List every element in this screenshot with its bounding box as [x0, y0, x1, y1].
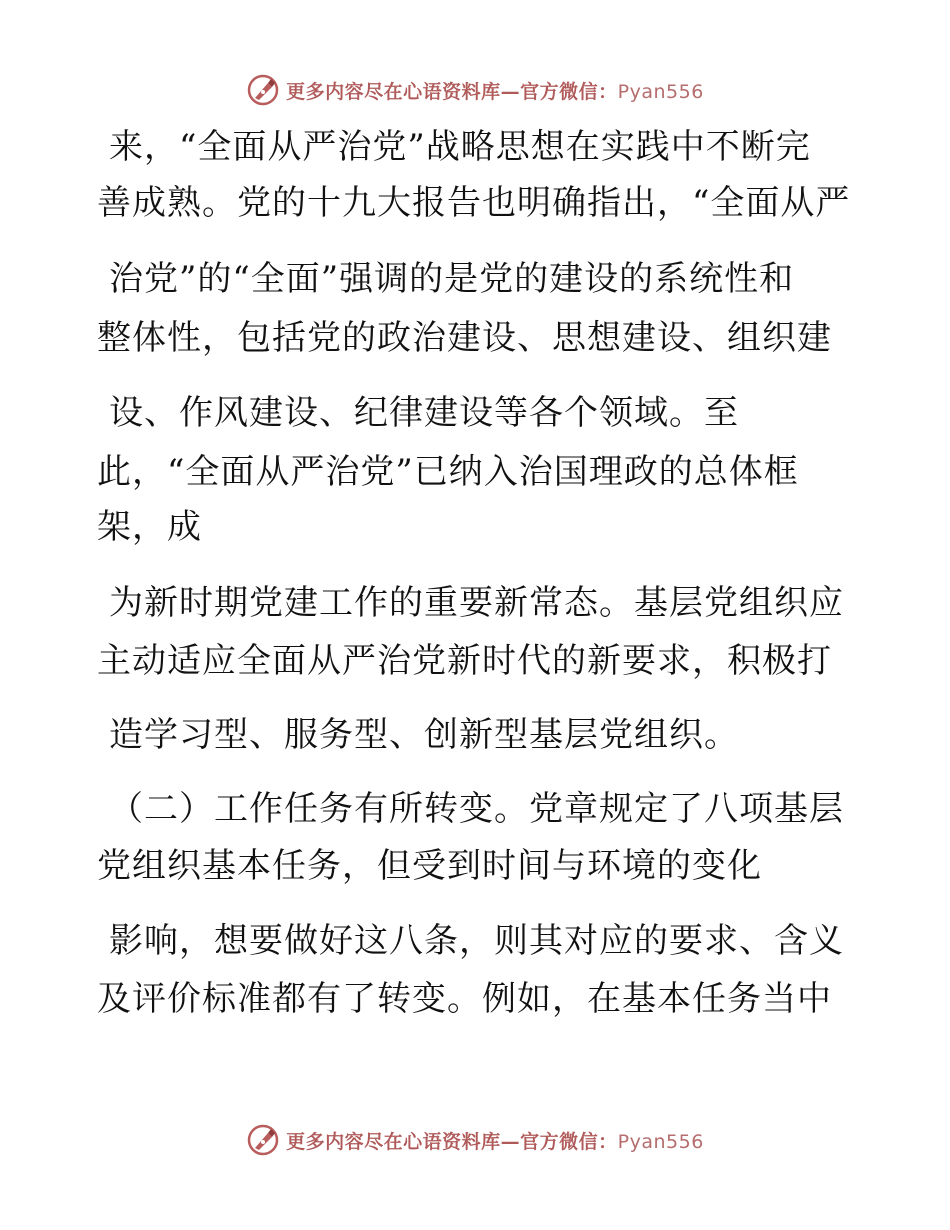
text-line: （二）工作任务有所转变。党章规定了八项基层: [109, 789, 844, 829]
text-line: 整体性，包括党的政治建设、思想建设、组织建: [97, 318, 832, 358]
text-line: 善成熟。党的十九大报告也明确指出，“全面从严: [97, 183, 851, 223]
text-line: 影响，想要做好这八条，则其对应的要求、含义: [109, 921, 844, 961]
footer-watermark: [0, 1120, 950, 1160]
text-line: 主动适应全面从严治党新时代的新要求，积极打: [97, 641, 832, 681]
header-watermark: [0, 70, 950, 110]
text-line: 此，“全面从严治党”已纳入治国理政的总体框: [97, 452, 799, 492]
pen-nib-logo-icon: [246, 73, 280, 107]
watermark-text: 更多内容尽在心语资料库—官方微信：Pyan556: [286, 1130, 704, 1153]
text-line: 来，“全面从严治党”战略思想在实践中不断完: [109, 127, 811, 167]
text-line: 设、作风建设、纪律建设等各个领域。至: [109, 393, 739, 433]
pen-nib-logo-icon: [246, 1123, 280, 1157]
watermark-text: 更多内容尽在心语资料库—官方微信：Pyan556: [286, 80, 704, 103]
text-line: 治党”的“全面”强调的是党的建设的系统性和: [109, 259, 795, 299]
text-line: 架，成: [97, 507, 202, 547]
text-line: 造学习型、服务型、创新型基层党组织。: [109, 715, 739, 755]
text-line: 及评价标准都有了转变。例如，在基本任务当中: [97, 979, 832, 1019]
text-line: 为新时期党建工作的重要新常态。基层党组织应: [109, 583, 844, 623]
text-line: 党组织基本任务，但受到时间与环境的变化: [97, 846, 762, 886]
